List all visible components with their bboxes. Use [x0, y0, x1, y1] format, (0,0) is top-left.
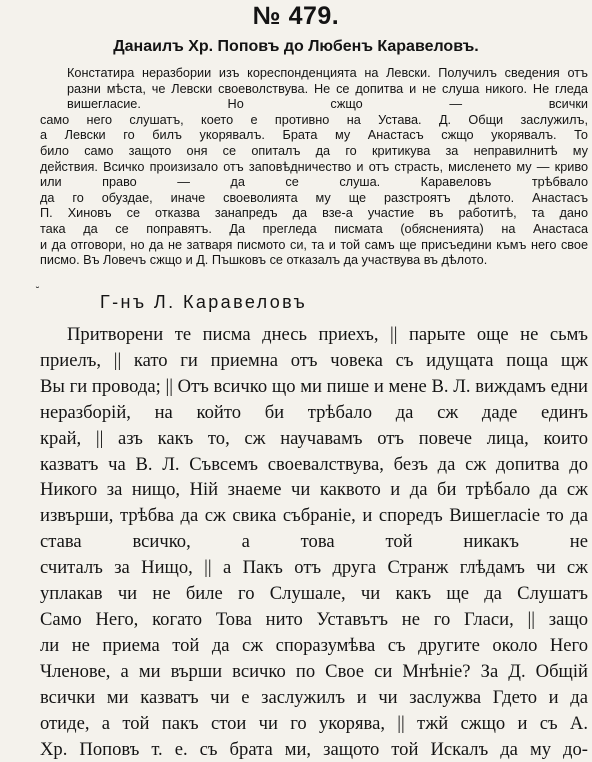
summary-line: да го обуздае, иначе своеволията му ще разстроятъ дѣлото. Анастасъ — [40, 191, 588, 207]
summary-line: П. Хиновъ се отказва занапредъ да взе‑а участие въ работитѣ, та дано — [40, 206, 588, 222]
summary-line: Констатира неразбории изъ кореспонденцията на Левски. Получилъ сведения отъ разни мѣста, че Левски своеволствува. Не се допитва и не слуша никого. Не гледа вишегласие. Но сжщо — всички — [40, 66, 588, 113]
summary-line: само него слушатъ, което е противно на Устава. Д. Общи заслужилъ, — [40, 113, 588, 129]
summary-line: и да отговори, но да не затваря писмото си, та и той самъ ще присъедини къмъ него свое писмо. Въ Ловечъ сжщо и Д. Пъшковъ се отказалъ да участвува въ дѣлото. — [40, 238, 588, 269]
letter-line: Притворени те писма днесь приехъ, || парыте още не сьмъ — [40, 322, 588, 348]
letter-salutation: Г-нъ Л. Каравеловъ — [100, 292, 307, 313]
letter-line: приелъ, || като ги приемна отъ човека съ идущата поща щж — [40, 348, 588, 374]
summary-line: а Левски го билъ укорявалъ. Брата му Анастасъ сжщо укорявалъ. То — [40, 128, 588, 144]
margin-mark: ˘ — [36, 286, 39, 297]
letter-line: всички ми казватъ чи е заслужилъ и чи заслужва Гдето и да — [40, 685, 588, 711]
letter-line: Членове, а ми върши всичко по Свое си Мнѣніе? За Д. Общій — [40, 659, 588, 685]
letter-line: Само Него, когато Това нито Уставътъ не го Гласи, || защо — [40, 607, 588, 633]
letter-line: ли не приема той да сж споразумѣва съ другите около Него — [40, 633, 588, 659]
summary-paragraph — [40, 66, 588, 269]
letter-line: отиде, а той пакъ стои чи го укорява, || тжй сжщо и съ А. — [40, 711, 588, 737]
letter-line: Вы ги провода; || Отъ всичко що ми пише и мене В. Л. виждамъ едни неразборій, на който би трѣбало да сж даде единъ — [40, 374, 588, 426]
letter-line: край, || азъ какъ то, сж научавамъ отъ повече лица, които — [40, 426, 588, 452]
letter-body — [40, 322, 588, 762]
letter-line: Хр. Поповъ т. е. съ брата ми, защото той Искалъ да му до- — [40, 737, 588, 762]
summary-line: било само защото оня се опиталъ да го критикува за неправилнитѣ му — [40, 144, 588, 160]
document-title: Данаилъ Хр. Поповъ до Любенъ Каравеловъ. — [0, 38, 592, 56]
letter-line: казватъ ча В. Л. Съвсемъ своевалствува, безъ да сж допитва до Никого за нищо, Ній знаеме чи каквото и да би трѣбало да сж извърши, трѣбва да сж свика събраніе, и споредъ Вишегласіе то да става всичко, а това той никакъ не — [40, 452, 588, 556]
summary-line: действия. Всичко произизало отъ заповѣдничество и отъ страсть, мисленето му — криво или право — да се слуша. Каравеловъ трѣбвало — [40, 160, 588, 191]
document-number: № 479. — [0, 2, 592, 31]
summary-line: така да се поправятъ. Да прегледа писмата (обясненията) на Анастаса — [40, 222, 588, 238]
letter-line: считалъ за Нищо, || а Пакъ отъ друга Странж глѣдамъ чи сж — [40, 555, 588, 581]
letter-line: уплакав чи не биле го Слушале, чи какъ ще да Слушатъ — [40, 581, 588, 607]
